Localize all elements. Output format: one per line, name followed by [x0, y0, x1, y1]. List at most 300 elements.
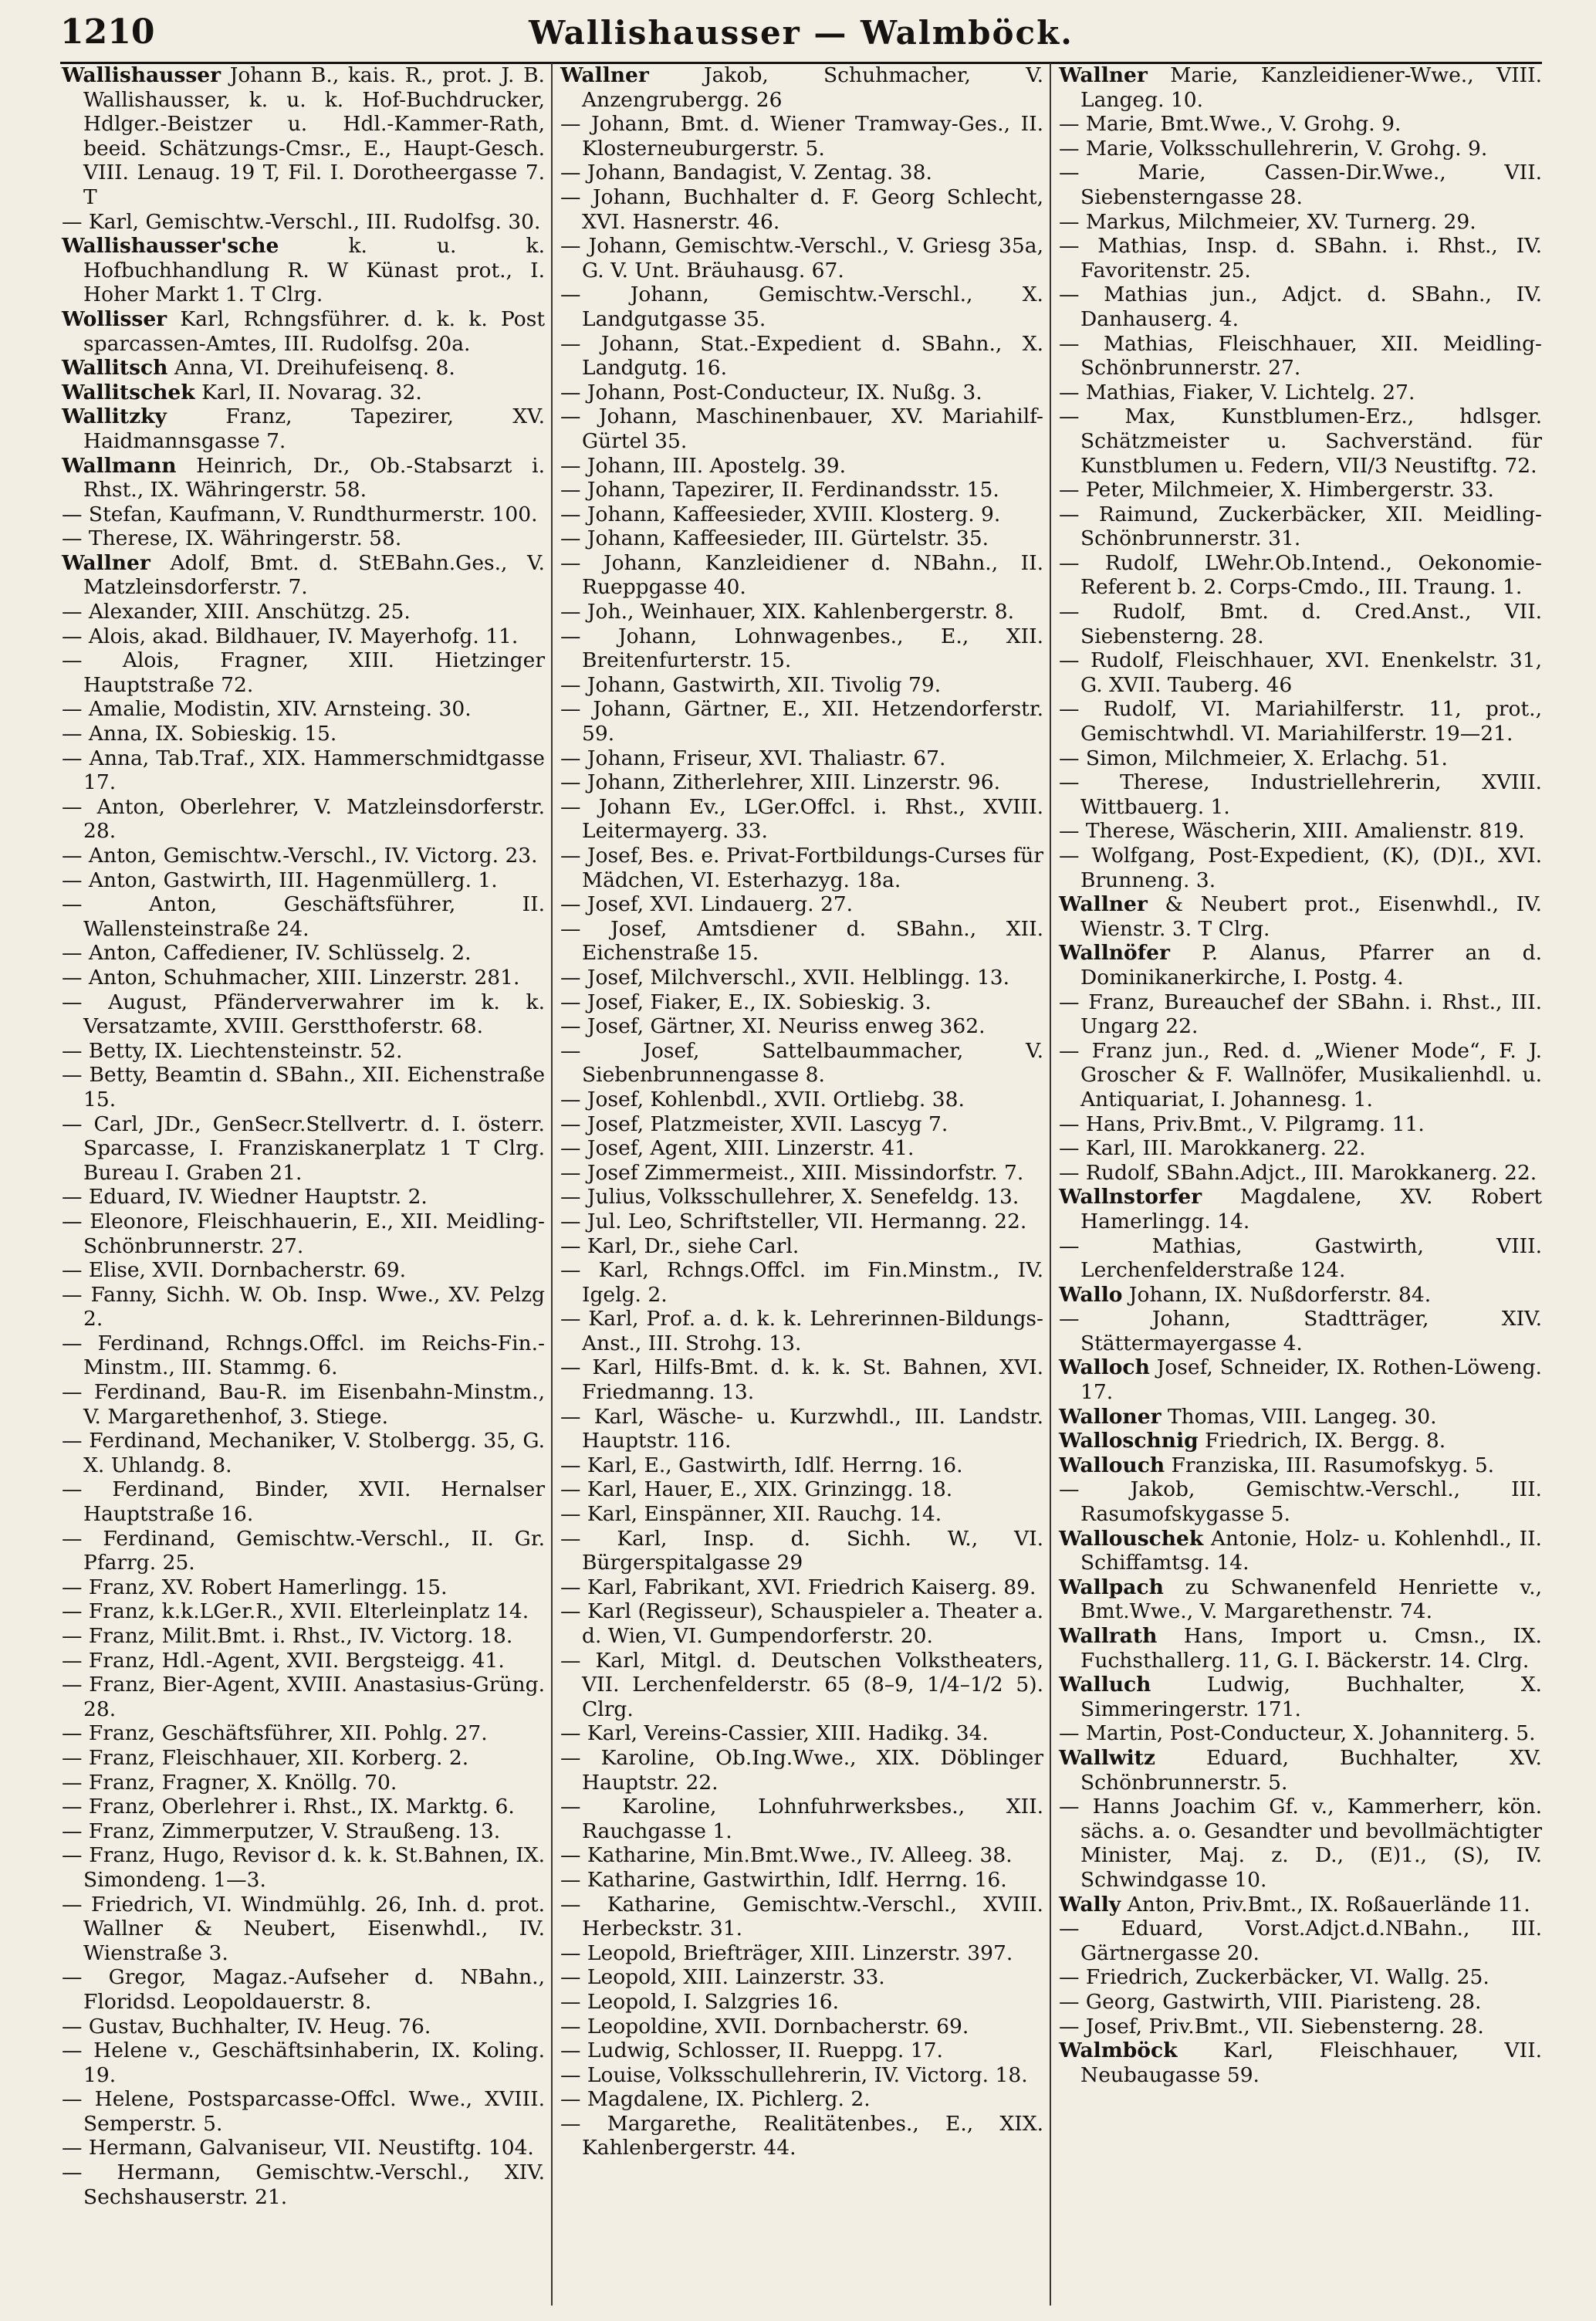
- directory-entry: [560, 551, 1043, 600]
- entry-text: — Therese, Wäscherin, XIII. Amalienstr. 819.: [1059, 819, 1525, 844]
- entry-text: Friedrich, IX. Bergg. 8.: [1205, 1429, 1446, 1453]
- directory-entry: [62, 966, 545, 990]
- entry-text: — Franz, Fragner, X. Knöllg. 70.: [62, 1770, 397, 1795]
- directory-entry: [560, 1453, 1043, 1478]
- directory-entry: [62, 892, 545, 941]
- entry-text: — Josef, Milchverschl., XVII. Helblingg. 13.: [560, 965, 1010, 990]
- directory-entry: [560, 1039, 1043, 1088]
- entry-text: — Mathias jun., Adjct. d. SBahn., IV. Danhauserg. 4.: [1059, 283, 1542, 331]
- directory-entry: [62, 941, 545, 966]
- column-3: [1050, 63, 1548, 2306]
- entry-text: — Mathias, Insp. d. SBahn. i. Rhst., IV. Favoritenstr. 25.: [1059, 234, 1542, 283]
- entry-text: — Anna, IX. Sobieskig. 15.: [62, 722, 337, 746]
- directory-entry: [560, 892, 1043, 917]
- directory-entry: [62, 2136, 545, 2160]
- entry-surname: Walluch: [1059, 1673, 1151, 1697]
- directory-entry: [62, 2087, 545, 2136]
- directory-entry: [62, 697, 545, 722]
- directory-entry: [62, 624, 545, 649]
- entry-text: — Martin, Post-Conducteur, X. Johanniterg. 5.: [1059, 1721, 1536, 1746]
- directory-entry: [1059, 990, 1542, 1039]
- entry-text: — Karl, Wäsche- u. Kurzwhdl., III. Landstr. Hauptstr. 116.: [560, 1404, 1043, 1453]
- entry-text: — Franz, Fleischhauer, XII. Korberg. 2.: [62, 1745, 469, 1770]
- directory-entry: [62, 1599, 545, 1624]
- entry-text: — Anna, Tab.Traf., XIX. Hammerschmidtgasse 17.: [62, 746, 545, 795]
- entry-text: — Hermann, Gemischtw.-Verschl., XIV. Sechshauserstr. 21.: [62, 2160, 545, 2209]
- directory-entry: [62, 526, 545, 551]
- directory-entry: [1059, 1307, 1542, 1355]
- entry-text: Antonie, Holz- u. Kohlenhdl., II. Schiffamtsg. 14.: [1080, 1526, 1542, 1575]
- entry-text: — Therese, IX. Währingerstr. 58.: [62, 526, 402, 551]
- directory-entry: [62, 1746, 545, 1771]
- directory-entry: [62, 2160, 545, 2209]
- column-2: [551, 63, 1050, 2306]
- directory-entry: [1059, 1234, 1542, 1283]
- entry-text: — Katharine, Min.Bmt.Wwe., IV. Alleeg. 38.: [560, 1843, 1013, 1868]
- directory-entry: [1059, 234, 1542, 283]
- directory-entry: [62, 1771, 545, 1795]
- directory-entry: [1059, 1795, 1542, 1892]
- directory-entry: [1059, 1161, 1542, 1186]
- directory-entry: [62, 2038, 545, 2087]
- entry-text: — Johann, Kaffeesieder, III. Gürtelstr. 35.: [560, 526, 989, 551]
- directory-entry: [62, 551, 545, 600]
- entry-text: — Karl, Hauer, E., XIX. Grinzingg. 18.: [560, 1477, 953, 1502]
- entry-text: — Joh., Weinhauer, XIX. Kahlenbergerstr. 8.: [560, 600, 1015, 624]
- directory-entry: [1059, 63, 1542, 112]
- directory-entry: [560, 63, 1043, 112]
- entry-text: — Karl, Hilfs-Bmt. d. k. k. St. Bahnen, XVI. Friedmanng. 13.: [560, 1355, 1043, 1405]
- directory-entry: [560, 1843, 1043, 1868]
- page-number: 1210: [60, 12, 155, 52]
- entry-text: — Rudolf, LWehr.Ob.Intend., Oekonomie-Referent b. 2. Corps-Cmdo., III. Traung. 1.: [1059, 550, 1542, 600]
- entry-text: — Franz, Bier-Agent, XVIII. Anastasius-Grüng. 28.: [62, 1673, 545, 1721]
- entry-text: — Margarethe, Realitätenbes., E., XIX. Kahlenbergerstr. 44.: [560, 2111, 1043, 2160]
- entry-text: — Josef, Bes. e. Privat-Fortbildungs-Curses für Mädchen, VI. Esterhazyg. 18a.: [560, 844, 1043, 892]
- entry-text: — Gregor, Magaz.-Aufseher d. NBahn., Floridsd. Leopoldauerstr. 8.: [62, 1965, 545, 2014]
- directory-entry: [1059, 746, 1542, 771]
- directory-entry: [1059, 1527, 1542, 1575]
- entry-text: — Karl, Gemischtw.-Verschl., III. Rudolfsg. 30.: [62, 209, 541, 234]
- entry-text: — Anton, Oberlehrer, V. Matzleinsdorferstr. 28.: [62, 794, 545, 844]
- directory-entry: [62, 746, 545, 795]
- entry-text: — Stefan, Kaufmann, V. Rundthurmerstr. 100.: [62, 502, 538, 526]
- entry-surname: Wallner: [1059, 63, 1148, 87]
- directory-entry: [1059, 210, 1542, 235]
- directory-entry: [560, 1112, 1043, 1137]
- directory-entry: [560, 1599, 1043, 1648]
- entry-surname: Wallner: [1059, 892, 1148, 917]
- entry-text: — Simon, Milchmeier, X. Erlachg. 51.: [1059, 746, 1448, 770]
- directory-entry: [560, 161, 1043, 185]
- entry-text: — Karl, Fabrikant, XVI. Friedrich Kaiserg. 89.: [560, 1575, 1036, 1599]
- entry-text: — Peter, Milchmeier, X. Himbergerstr. 33.: [1059, 478, 1494, 502]
- directory-entry: [62, 1673, 545, 1721]
- entry-text: — Johann, Stat.-Expedient d. SBahn., X. Landgutg. 16.: [560, 331, 1043, 381]
- entry-text: — Wolfgang, Post-Expedient, (K), (D)I., XVI. Brunneng. 3.: [1059, 844, 1542, 892]
- directory-entry: [62, 1843, 545, 1892]
- directory-entry: [1059, 600, 1542, 648]
- entry-surname: Wallnstorfer: [1059, 1185, 1202, 1210]
- entry-text: k. u. k. Hofbuchhandlung R. W Künast prot., I. Hoher Markt 1. T Clrg.: [83, 234, 545, 307]
- directory-entry: [1059, 697, 1542, 746]
- entry-text: — Hermann, Galvaniseur, VII. Neustiftg. 104.: [62, 2136, 534, 2160]
- directory-entry: [560, 234, 1043, 283]
- entry-text: — Josef, Sattelbaummacher, V. Siebenbrunnengasse 8.: [560, 1038, 1043, 1088]
- directory-entry: [560, 2087, 1043, 2112]
- directory-entry: [560, 1527, 1043, 1575]
- entry-text: — Johann, Post-Conducteur, IX. Nußg. 3.: [560, 380, 982, 404]
- entry-text: Franz, Tapezirer, XV. Haidmannsgasse 7.: [83, 404, 545, 453]
- directory-entry: [560, 746, 1043, 771]
- entry-text: — Josef, Platzmeister, XVII. Lascyg 7.: [560, 1111, 948, 1136]
- directory-entry: [1059, 1136, 1542, 1161]
- entry-text: — Hanns Joachim Gf. v., Kammerherr, kön. sächs. a. o. Gesandter und bevollmächtigter Minister, Maj. z. D., (E)1., (S), IV. Schwindgasse 10.: [1059, 1795, 1542, 1892]
- entry-text: — Helene v., Geschäftsinhaberin, IX. Koling. 19.: [62, 2038, 545, 2087]
- entry-text: — Leopoldine, XVII. Dornbacherstr. 69.: [560, 2014, 969, 2038]
- directory-entry: [62, 722, 545, 746]
- directory-entry: [62, 1039, 545, 1064]
- directory-entry: [62, 1331, 545, 1380]
- entry-text: — Mathias, Gastwirth, VIII. Lerchenfelderstraße 124.: [1059, 1233, 1542, 1283]
- entry-text: — Johann, Tapezirer, II. Ferdinandsstr. 15.: [560, 478, 999, 502]
- entry-text: — Eduard, Vorst.Adjct.d.NBahn., III. Gärtnergasse 20.: [1059, 1917, 1542, 1965]
- directory-entry: [560, 1088, 1043, 1112]
- directory-entry: [62, 795, 545, 844]
- entry-text: — August, Pfänderverwahrer im k. k. Versatzamte, XVIII. Gerstthoferstr. 68.: [62, 990, 545, 1039]
- entry-text: Magdalene, XV. Robert Hamerlingg. 14.: [1080, 1185, 1542, 1233]
- entry-text: Heinrich, Dr., Ob.-Stabsarzt i. Rhst., IX. Währingerstr. 58.: [83, 453, 545, 502]
- directory-entry: [560, 2112, 1043, 2160]
- directory-entry: [560, 1795, 1043, 1843]
- entry-surname: Wallo: [1059, 1282, 1123, 1307]
- directory-entry: [62, 210, 545, 235]
- directory-entry: [62, 1185, 545, 1210]
- entry-text: — Fanny, Sichh. W. Ob. Insp. Wwe., XV. Pelzg 2.: [62, 1282, 545, 1331]
- directory-entry: [1059, 1185, 1542, 1233]
- directory-entry: [1059, 1405, 1542, 1429]
- entry-text: — Franz, Hugo, Revisor d. k. k. St.Bahnen, IX. Simondeng. 1—3.: [62, 1843, 545, 1892]
- directory-entry: [1059, 1965, 1542, 1990]
- entry-text: — Julius, Volksschullehrer, X. Senefeldg. 13.: [560, 1185, 1019, 1210]
- entry-text: — Carl, JDr., GenSecr.Stellvertr. d. I. österr. Sparcasse, I. Franziskanerplatz 1 T Clrg. Bureau I. Graben 21.: [62, 1111, 545, 1185]
- directory-entry: [560, 1185, 1043, 1210]
- entry-surname: Wollisser: [62, 306, 167, 331]
- entry-text: — Johann, Gemischtw.-Verschl., V. Griesg 35a, G. V. Unt. Bräuhausg. 67.: [560, 234, 1043, 283]
- directory-entry: [1059, 1575, 1542, 1624]
- entry-text: — Karl, Insp. d. Sichh. W., VI. Bürgerspitalgasse 29: [560, 1526, 1043, 1575]
- entry-text: — Johann, Bandagist, V. Zentag. 38.: [560, 161, 932, 185]
- directory-entry: [62, 1063, 545, 1111]
- entry-text: — Alois, akad. Bildhauer, IV. Mayerhofg. 11.: [62, 624, 519, 648]
- entry-text: — Karoline, Lohnfuhrwerksbes., XII. Rauchgasse 1.: [560, 1795, 1043, 1843]
- directory-entry: [560, 1965, 1043, 1990]
- directory-entry: [62, 381, 545, 405]
- directory-entry: [1059, 502, 1542, 551]
- directory-entry: [560, 673, 1043, 698]
- directory-entry: [1059, 1453, 1542, 1478]
- entry-text: — Josef, XVI. Lindauerg. 27.: [560, 892, 854, 917]
- directory-entry: [560, 770, 1043, 795]
- entry-text: — Karl, Mitgl. d. Deutschen Volkstheaters, VII. Lerchenfelderstr. 65 (8–9, 1/4–1/2 5). Clrg.: [560, 1648, 1043, 1721]
- entry-surname: Walloch: [1059, 1355, 1150, 1380]
- entry-text: — Marie, Cassen-Dir.Wwe., VII. Siebensterngasse 28.: [1059, 161, 1542, 209]
- directory-entry: [1059, 1477, 1542, 1526]
- entry-text: — Leopold, I. Salzgries 16.: [560, 1989, 840, 2014]
- entry-surname: Wallnöfer: [1059, 941, 1170, 966]
- entry-text: — Josef, Priv.Bmt., VII. Siebensterng. 28.: [1059, 2014, 1484, 2038]
- directory-entry: [62, 307, 545, 356]
- directory-entry: [560, 2063, 1043, 2088]
- directory-entry: [560, 1307, 1043, 1355]
- directory-entry: [62, 1283, 545, 1331]
- directory-entry: [62, 990, 545, 1039]
- directory-entry: [62, 1624, 545, 1649]
- entry-text: — Josef, Amtsdiener d. SBahn., XII. Eichenstraße 15.: [560, 916, 1043, 966]
- directory-entry: [62, 356, 545, 381]
- entry-text: — Ferdinand, Gemischtw.-Verschl., II. Gr. Pfarrg. 25.: [62, 1526, 545, 1575]
- directory-entry: [560, 1746, 1043, 1795]
- directory-entry: [1059, 1283, 1542, 1308]
- directory-entry: [560, 600, 1043, 624]
- entry-text: — Elise, XVII. Dornbacherstr. 69.: [62, 1258, 407, 1283]
- entry-text: — Leopold, XIII. Lainzerstr. 33.: [560, 1965, 885, 1990]
- entry-text: — Marie, Volksschullehrerin, V. Grohg. 9.: [1059, 136, 1488, 161]
- entry-text: Ludwig, Buchhalter, X. Simmeringerstr. 171.: [1080, 1673, 1542, 1721]
- entry-text: — Eduard, IV. Wiedner Hauptstr. 2.: [62, 1185, 428, 1210]
- entry-text: — Franz, Bureauchef der SBahn. i. Rhst., III. Ungarg 22.: [1059, 990, 1542, 1039]
- directory-entry: [560, 1721, 1043, 1746]
- entry-text: — Ferdinand, Binder, XVII. Hernalser Hauptstraße 16.: [62, 1477, 545, 1527]
- entry-text: Marie, Kanzleidiener-Wwe., VIII. Langeg. 10.: [1080, 63, 1542, 112]
- directory-entry: [1059, 1893, 1542, 1917]
- entry-text: — Josef, Agent, XIII. Linzerstr. 41.: [560, 1136, 915, 1161]
- entry-text: — Helene, Postsparcasse-Offcl. Wwe., XVIII. Semperstr. 5.: [62, 2087, 545, 2136]
- directory-entry: [62, 600, 545, 624]
- directory-entry: [1059, 941, 1542, 990]
- directory-entry: [1059, 283, 1542, 331]
- entry-text: — Alexander, XIII. Anschützg. 25.: [62, 600, 411, 624]
- directory-entry: [560, 1990, 1043, 2015]
- directory-entry: [1059, 770, 1542, 819]
- entry-text: P. Alanus, Pfarrer an d. Dominikanerkirche, I. Postg. 4.: [1080, 941, 1542, 990]
- directory-entry: [1059, 1429, 1542, 1453]
- directory-entry: [1059, 137, 1542, 161]
- directory-entry: [62, 404, 545, 453]
- directory-entry: [1059, 2038, 1542, 2087]
- directory-entry: [1059, 819, 1542, 844]
- entry-text: — Karl, Einspänner, XII. Rauchg. 14.: [560, 1502, 942, 1527]
- entry-text: — Anton, Schuhmacher, XIII. Linzerstr. 281.: [62, 965, 520, 990]
- entry-text: — Karl, III. Marokkanerg. 22.: [1059, 1136, 1366, 1161]
- entry-text: Karl, Rchngsführer. d. k. k. Post sparcassen-Amtes, III. Rudolfsg. 20a.: [83, 306, 545, 356]
- directory-entry: [62, 2015, 545, 2039]
- entry-surname: Wallitschek: [62, 380, 195, 404]
- directory-entry: [62, 844, 545, 868]
- entry-text: — Rudolf, VI. Mariahilferstr. 11, prot., Gemischtwhdl. VI. Mariahilferstr. 19—21.: [1059, 697, 1542, 746]
- entry-text: Karl, II. Novarag. 32.: [201, 380, 422, 404]
- directory-entry: [62, 1893, 545, 1966]
- entry-text: — Karoline, Ob.Ing.Wwe., XIX. Döblinger Hauptstr. 22.: [560, 1745, 1043, 1795]
- directory-entry: [62, 1795, 545, 1819]
- entry-text: — Johann, III. Apostelg. 39.: [560, 453, 847, 478]
- running-head: Wallishausser — Walmböck.: [529, 14, 1074, 52]
- directory-entry: [62, 648, 545, 697]
- directory-entry: [62, 1112, 545, 1186]
- entry-text: — Ferdinand, Rchngs.Offcl. im Reichs-Fin.-Minstm., III. Stammg. 6.: [62, 1331, 545, 1380]
- directory-entry: [62, 1649, 545, 1673]
- entry-surname: Wallwitz: [1059, 1745, 1155, 1770]
- entry-text: — Gustav, Buchhalter, IV. Heug. 76.: [62, 2014, 431, 2038]
- entry-text: & Neubert prot., Eisenwhdl., IV. Wienstr. 3. T Clrg.: [1080, 892, 1542, 941]
- entry-text: — Franz jun., Red. d. „Wiener Mode“, F. J. Groscher & F. Wallnöfer, Musikalienhdl. u. Antiquariat, I. Johannesg. 1.: [1059, 1038, 1542, 1111]
- directory-entry: [62, 502, 545, 527]
- page-header: [60, 11, 1542, 59]
- entry-text: — Rudolf, SBahn.Adjct., III. Marokkanerg. 22.: [1059, 1160, 1537, 1185]
- directory-columns: [59, 63, 1548, 2306]
- directory-entry: [62, 1721, 545, 1746]
- entry-text: — Franz, Hdl.-Agent, XVII. Bergsteigg. 41.: [62, 1648, 505, 1673]
- directory-entry: [1059, 1355, 1542, 1404]
- directory-entry: [560, 1649, 1043, 1722]
- entry-text: — Josef, Gärtner, XI. Neuriss enweg 362.: [560, 1014, 986, 1039]
- entry-text: — Rudolf, Bmt. d. Cred.Anst., VII. Siebensterng. 28.: [1059, 600, 1542, 648]
- directory-entry: [1059, 551, 1542, 600]
- entry-text: — Johann, Kaffeesieder, XVIII. Klosterg. 9.: [560, 502, 1001, 526]
- entry-text: Anna, VI. Dreihufeisenq. 8.: [174, 356, 455, 381]
- directory-entry: [62, 1210, 545, 1258]
- entry-text: — Karl, Vereins-Cassier, XIII. Hadikg. 34.: [560, 1721, 989, 1746]
- directory-entry: [560, 2015, 1043, 2039]
- entry-surname: Wallitzky: [62, 404, 167, 429]
- entry-text: — Anton, Caffediener, IV. Schlüsselg. 2.: [62, 941, 472, 966]
- entry-text: — Therese, Industriellehrerin, XVIII. Wittbauerg. 1.: [1059, 770, 1542, 819]
- entry-text: — Franz, k.k.LGer.R., XVII. Elterleinplatz 14.: [62, 1599, 529, 1624]
- directory-entry: [560, 624, 1043, 673]
- directory-entry: [1059, 332, 1542, 381]
- directory-entry: [62, 1965, 545, 2014]
- entry-surname: Wallner: [62, 550, 150, 575]
- entry-text: — Ludwig, Schlosser, II. Rueppg. 17.: [560, 2038, 943, 2063]
- entry-text: — Josef Zimmermeist., XIII. Missindorfstr. 7.: [560, 1160, 1024, 1185]
- entry-text: — Markus, Milchmeier, XV. Turnerg. 29.: [1059, 209, 1476, 234]
- entry-surname: Wallpach: [1059, 1575, 1164, 1599]
- entry-text: — Hans, Priv.Bmt., V. Pilgramg. 11.: [1059, 1111, 1425, 1136]
- entry-text: Thomas, VIII. Langeg. 30.: [1167, 1404, 1437, 1429]
- directory-entry: [1059, 1746, 1542, 1795]
- directory-entry: [1059, 381, 1542, 405]
- entry-surname: Wally: [1059, 1892, 1121, 1917]
- entry-text: — Rudolf, Fleischhauer, XVI. Enenkelstr. 31, G. XVII. Tauberg. 46: [1059, 648, 1542, 697]
- entry-text: — Eleonore, Fleischhauerin, E., XII. Meidling-Schönbrunnerstr. 27.: [62, 1209, 545, 1258]
- entry-text: — Louise, Volksschullehrerin, IV. Victorg. 18.: [560, 2062, 1028, 2087]
- directory-entry: [62, 1527, 545, 1575]
- directory-entry: [560, 1575, 1043, 1600]
- directory-entry: [1059, 1721, 1542, 1746]
- directory-entry: [62, 1429, 545, 1477]
- directory-entry: [560, 795, 1043, 844]
- directory-entry: [1059, 1673, 1542, 1721]
- entry-surname: Wallrath: [1059, 1624, 1158, 1648]
- entry-text: — Johann, Lohnwagenbes., E., XII. Breitenfurterstr. 15.: [560, 624, 1043, 673]
- entry-text: Adolf, Bmt. d. StEBahn.Ges., V. Matzleinsdorferstr. 7.: [83, 550, 545, 600]
- directory-entry: [560, 1161, 1043, 1186]
- directory-entry: [1059, 112, 1542, 137]
- entry-text: — Johann Ev., LGer.Offcl. i. Rhst., XVIII. Leitermayerg. 33.: [560, 794, 1043, 844]
- directory-entry: [62, 63, 545, 210]
- directory-entry: [1059, 161, 1542, 209]
- entry-text: — Ferdinand, Bau-R. im Eisenbahn-Minstm., V. Margarethenhof, 3. Stiege.: [62, 1380, 545, 1429]
- directory-entry: [560, 454, 1043, 479]
- directory-entry: [560, 1502, 1043, 1527]
- entry-surname: Wallishausser'sche: [62, 234, 279, 259]
- entry-text: zu Schwanenfeld Henriette v., Bmt.Wwe., V. Margarethenstr. 74.: [1080, 1575, 1542, 1624]
- entry-text: — Karl, E., Gastwirth, Idlf. Herrng. 16.: [560, 1453, 963, 1477]
- entry-text: Hans, Import u. Cmsn., IX. Fuchsthallerg. 11, G. I. Bäckerstr. 14. Clrg.: [1080, 1624, 1542, 1673]
- directory-entry: [560, 526, 1043, 551]
- entry-surname: Wallitsch: [62, 356, 168, 381]
- entry-text: — Ferdinand, Mechaniker, V. Stolbergg. 35, G. X. Uhlandg. 8.: [62, 1429, 545, 1477]
- entry-text: Franziska, III. Rasumofskyg. 5.: [1171, 1453, 1495, 1477]
- entry-text: — Johann, Kanzleidiener d. NBahn., II. Rueppgasse 40.: [560, 550, 1043, 600]
- directory-entry: [560, 844, 1043, 892]
- entry-text: — Johann, Gärtner, E., XII. Hetzendorferstr. 59.: [560, 697, 1043, 746]
- directory-entry: [1059, 478, 1542, 502]
- entry-text: — Karl, Prof. a. d. k. k. Lehrerinnen-Bildungs-Anst., III. Strohg. 13.: [560, 1307, 1043, 1355]
- directory-entry: [560, 697, 1043, 746]
- directory-entry: [560, 2038, 1043, 2063]
- entry-text: — Johann, Friseur, XVI. Thaliastr. 67.: [560, 746, 946, 770]
- entry-text: — Jakob, Gemischtw.-Verschl., III. Rasumofskygasse 5.: [1059, 1477, 1542, 1527]
- directory-entry: [62, 1380, 545, 1429]
- entry-text: — Mathias, Fleischhauer, XII. Meidling-Schönbrunnerstr. 27.: [1059, 331, 1542, 381]
- entry-text: — Anton, Gastwirth, III. Hagenmüllerg. 1.: [62, 868, 498, 892]
- entry-text: — Franz, Zimmerputzer, V. Straußeng. 13.: [62, 1819, 501, 1843]
- directory-entry: [1059, 1990, 1542, 2015]
- entry-text: — Amalie, Modistin, XIV. Arnsteing. 30.: [62, 697, 472, 722]
- entry-text: — Josef, Fiaker, E., IX. Sobieskig. 3.: [560, 990, 932, 1014]
- entry-text: Jakob, Schuhmacher, V. Anzengrubergg. 26: [582, 63, 1043, 112]
- entry-text: — Betty, Beamtin d. SBahn., XII. Eichenstraße 15.: [62, 1063, 545, 1111]
- directory-entry: [560, 1893, 1043, 1941]
- directory-entry: [560, 502, 1043, 527]
- directory-entry: [560, 1941, 1043, 1966]
- directory-entry: [1059, 844, 1542, 892]
- directory-entry: [1059, 648, 1542, 697]
- entry-text: — Johann, Bmt. d. Wiener Tramway-Ges., II. Klosterneuburgerstr. 5.: [560, 112, 1043, 161]
- entry-surname: Wallishausser: [62, 63, 221, 87]
- directory-entry: [560, 966, 1043, 990]
- entry-text: — Anton, Geschäftsführer, II. Wallensteinstraße 24.: [62, 892, 545, 941]
- entry-text: — Karl (Regisseur), Schauspieler a. Theater a. d. Wien, VI. Gumpendorferstr. 20.: [560, 1599, 1043, 1648]
- entry-text: Anton, Priv.Bmt., IX. Roßauerlände 11.: [1127, 1892, 1530, 1917]
- directory-entry: [560, 1258, 1043, 1307]
- entry-text: Johann, IX. Nußdorferstr. 84.: [1128, 1282, 1432, 1307]
- directory-entry: [1059, 1917, 1542, 1965]
- entry-text: — Mathias, Fiaker, V. Lichtelg. 27.: [1059, 380, 1415, 404]
- entry-text: Johann B., kais. R., prot. J. B. Wallishausser, k. u. k. Hof-Buchdrucker, Hdlger.-Beistzer u. Hdl.-Kammer-Rath, beeid. Schätzungs-Cmsr., E., Haupt-Gesch. VIII. Lenaug. 19 T, Fil. I. Dorotheergasse 7. T: [83, 63, 545, 209]
- entry-text: — Leopold, Briefträger, XIII. Linzerstr. 397.: [560, 1940, 1013, 1965]
- entry-text: — Friedrich, Zuckerbäcker, VI. Wallg. 25.: [1059, 1965, 1489, 1990]
- entry-text: — Johann, Maschinenbauer, XV. Mariahilf-Gürtel 35.: [560, 404, 1043, 453]
- entry-text: Eduard, Buchhalter, XV. Schönbrunnerstr. 5.: [1080, 1745, 1542, 1795]
- directory-entry: [62, 868, 545, 893]
- entry-text: — Friedrich, VI. Windmühlg. 26, Inh. d. prot. Wallner & Neubert, Eisenwhdl., IV. Wienstraße 3.: [62, 1892, 545, 1965]
- directory-entry: [560, 990, 1043, 1015]
- entry-surname: Walmböck: [1059, 2038, 1178, 2063]
- entry-text: — Karl, Rchngs.Offcl. im Fin.Minstm., IV. Igelg. 2.: [560, 1258, 1043, 1307]
- directory-entry: [560, 1136, 1043, 1161]
